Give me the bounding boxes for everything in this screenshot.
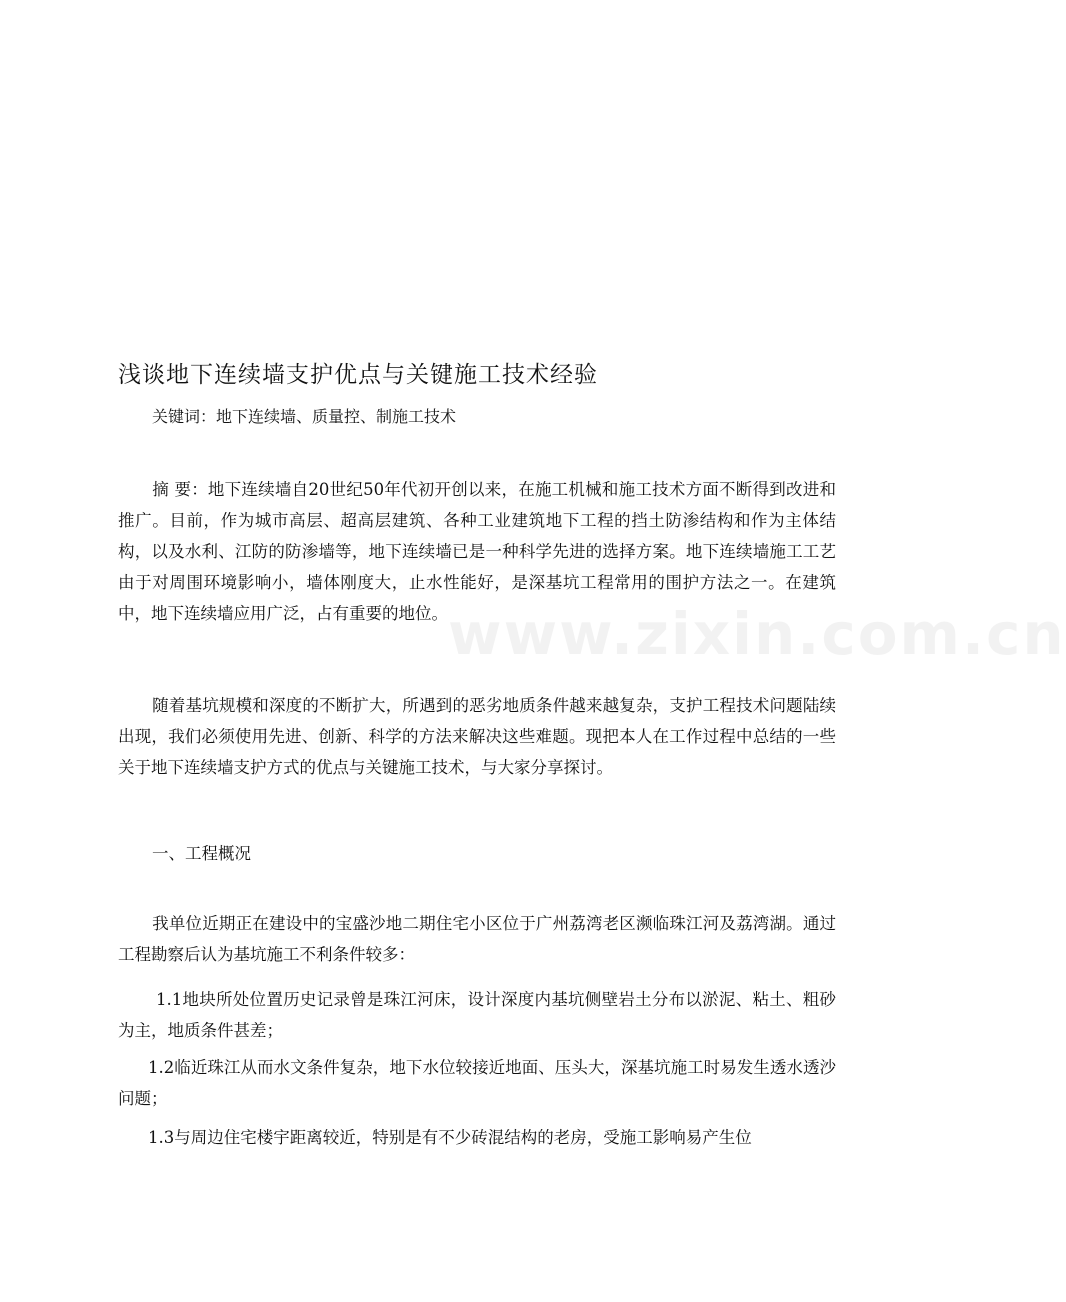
list-item-1-2 — [118, 1052, 836, 1114]
section-body-text: 我单位近期正在建设中的宝盛沙地二期住宅小区位于广州荔湾老区濒临珠江河及荔湾湖。通过工程勘察后认为基坑施工不利条件较多： — [118, 914, 836, 964]
abstract-text: 摘 要：地下连续墙自20世纪50年代初开创以来，在施工机械和施工技术方面不断得到改进和推广。目前，作为城市高层、超高层建筑、各种工业建筑地下工程的挡土防渗结构和作为主体结构，以及水利、江防的防渗墙等，地下连续墙已是一种科学先进的选择方案。地下连续墙施工工艺由于对周围环境影响小，墙体刚度大，止水性能好，是深基坑工程常用的围护方法之一。在建筑中，地下连续墙应用广泛，占有重要的地位。 — [118, 480, 836, 623]
list-item-1-3 — [118, 1122, 836, 1153]
intro-text: 随着基坑规模和深度的不断扩大，所遇到的恶劣地质条件越来越复杂，支护工程技术问题陆续出现，我们必须使用先进、创新、科学的方法来解决这些难题。现把本人在工作过程中总结的一些关于地下连续墙支护方式的优点与关键施工技术，与大家分享探讨。 — [118, 696, 836, 777]
list-item-1-1 — [118, 984, 836, 1046]
watermark: www.zixin.com.cn — [448, 600, 1066, 668]
section-heading: 一、工程概况 — [152, 844, 251, 863]
section-body-paragraph — [118, 908, 836, 970]
list-item-text: 1.2临近珠江从而水文条件复杂，地下水位较接近地面、压头大，深基坑施工时易发生透水透沙问题； — [118, 1058, 836, 1108]
keywords-line: 关键词：地下连续墙、质量控、制施工技术 — [152, 407, 457, 426]
list-item-text: 1.1地块所处位置历史记录曾是珠江河床，设计深度内基坑侧壁岩土分布以淤泥、粘土、粗砂为主，地质条件甚差； — [118, 990, 836, 1040]
abstract-paragraph — [118, 474, 836, 629]
intro-paragraph — [118, 690, 836, 783]
document-title: 浅谈地下连续墙支护优点与关键施工技术经验 — [118, 362, 598, 388]
list-item-text: 1.3与周边住宅楼宇距离较近，特别是有不少砖混结构的老房，受施工影响易产生位 — [148, 1128, 752, 1147]
